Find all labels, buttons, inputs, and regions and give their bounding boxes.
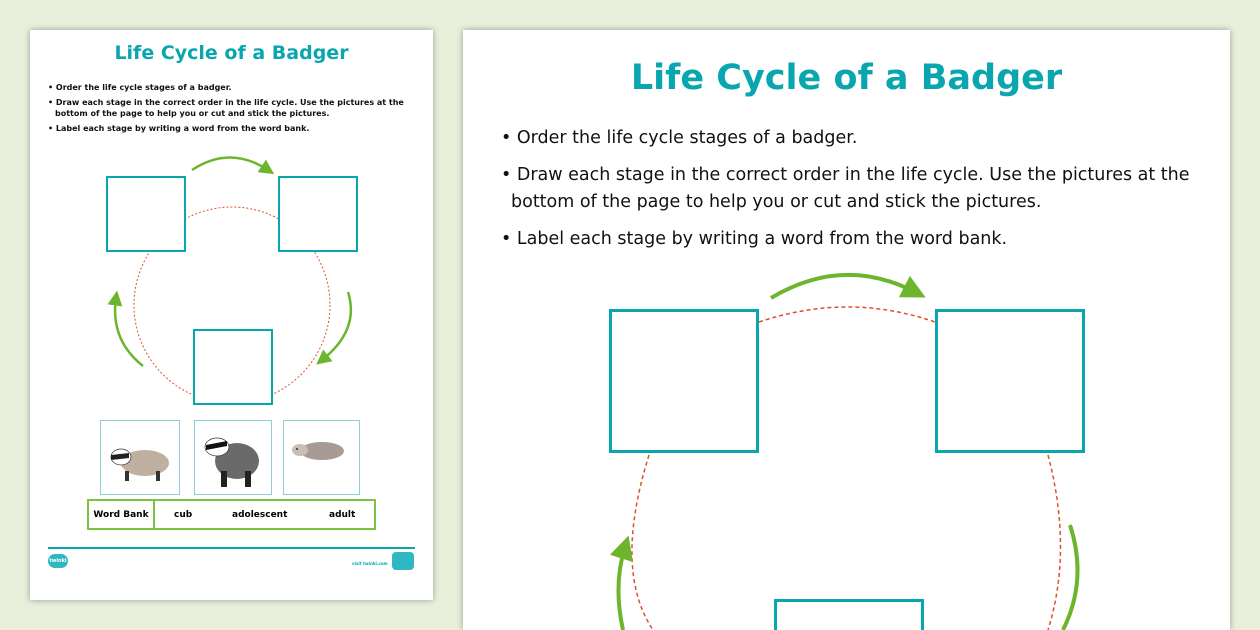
cycle-arrow-right bbox=[322, 292, 351, 360]
word-bank bbox=[87, 499, 376, 530]
cycle-path bbox=[632, 455, 653, 630]
word-bank-word: cub bbox=[174, 510, 193, 520]
cycle-path bbox=[1048, 455, 1061, 630]
stage-box-3[interactable] bbox=[193, 329, 273, 405]
stage-box-1[interactable] bbox=[106, 176, 186, 252]
instruction-item: • Order the life cycle stages of a badger. bbox=[501, 128, 858, 148]
stage-box-3[interactable] bbox=[774, 599, 924, 630]
twinkl-badge-icon bbox=[392, 552, 414, 570]
stage-box-2[interactable] bbox=[278, 176, 358, 252]
life-cycle-diagram bbox=[463, 30, 1230, 630]
cycle-arrow-right bbox=[1063, 525, 1078, 630]
worksheet-title: Life Cycle of a Badger bbox=[114, 42, 349, 64]
word-bank-word: adult bbox=[329, 510, 356, 520]
stage-box-2[interactable] bbox=[935, 309, 1085, 453]
instruction-item: • Order the life cycle stages of a badger. bbox=[48, 83, 232, 92]
badger-adolescent-picture bbox=[100, 420, 180, 495]
badger-cub-icon bbox=[284, 421, 359, 494]
instruction-item: • Draw each stage in the correct order in the life cycle. Use the pictures at the bottom of the page to help you or cut and stick the pictures. bbox=[501, 165, 1190, 212]
cycle-arrow-top bbox=[771, 275, 915, 298]
instruction-item: • Label each stage by writing a word from the word bank. bbox=[48, 124, 310, 133]
worksheet-thumbnail bbox=[30, 30, 433, 600]
cycle-arrow-top bbox=[192, 158, 268, 171]
footer-rule bbox=[48, 547, 415, 549]
worksheet-enlarged bbox=[463, 30, 1230, 630]
cycle-path bbox=[759, 307, 935, 322]
cycle-arrow-left bbox=[115, 298, 143, 366]
worksheet-title: Life Cycle of a Badger bbox=[630, 58, 1063, 98]
instruction-item: • Label each stage by writing a word from the word bank. bbox=[501, 229, 1008, 249]
word-bank-word: adolescent bbox=[232, 510, 288, 520]
cycle-arrow-left bbox=[618, 547, 625, 630]
badger-adult-picture bbox=[194, 420, 272, 495]
word-bank-label: Word Bank bbox=[89, 501, 155, 528]
badger-adolescent-icon bbox=[101, 421, 179, 494]
twinkl-logo: twinkl bbox=[48, 554, 68, 568]
stage-box-1[interactable] bbox=[609, 309, 759, 453]
footer-url: visit twinkl.com bbox=[352, 561, 388, 566]
instruction-item: • Draw each stage in the correct order in the life cycle. Use the pictures at the bottom of the page to help you or cut and stick the pictures. bbox=[48, 98, 404, 118]
badger-adult-icon bbox=[195, 421, 271, 494]
badger-cub-picture bbox=[283, 420, 360, 495]
